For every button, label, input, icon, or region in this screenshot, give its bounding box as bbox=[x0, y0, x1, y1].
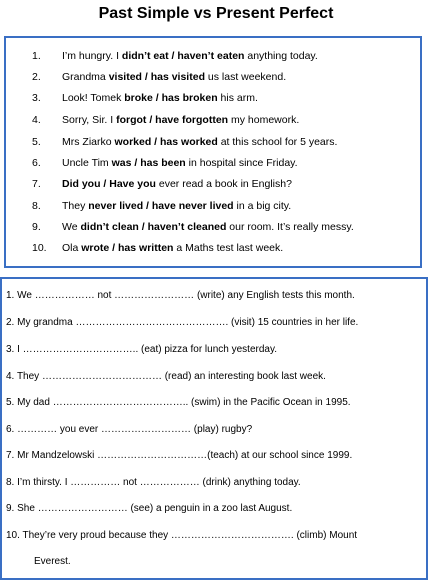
sentence-number: 10. bbox=[32, 242, 47, 254]
sentence-number: 8. bbox=[32, 200, 41, 212]
sentence-suffix: his arm. bbox=[217, 92, 258, 104]
exercise-2-sentence: 4. They ……………………………… (read) an interesting book last week. bbox=[6, 371, 326, 382]
sentence-suffix: our room. It’s really messy. bbox=[226, 221, 354, 233]
sentence-number: 3. bbox=[32, 92, 41, 104]
sentence-text bbox=[62, 49, 318, 63]
exercise-2-sentence: Everest. bbox=[34, 556, 71, 567]
exercise-2-sentence: 8. I’m thirsty. I …………… not ……………… (drink) anything today. bbox=[6, 477, 301, 488]
sentence-text bbox=[62, 135, 337, 149]
exercise-1-sentence bbox=[32, 70, 412, 84]
exercise-2-sentence: 2. My grandma ………………………………………. (visit) 15 countries in her life. bbox=[6, 317, 359, 328]
sentence-number: 7. bbox=[32, 178, 41, 190]
sentence-text bbox=[62, 91, 258, 105]
sentence-prefix: Mrs Ziarko bbox=[62, 136, 115, 148]
sentence-prefix: We bbox=[62, 221, 81, 233]
sentence-prefix: I’m hungry. I bbox=[62, 50, 122, 62]
sentence-number: 5. bbox=[32, 136, 41, 148]
exercise-2-sentence: 1. We ……………… not …………………… (write) any English tests this month. bbox=[6, 290, 355, 301]
sentence-number: 2. bbox=[32, 71, 41, 83]
exercise-1-sentence bbox=[32, 177, 412, 191]
sentence-number: 4. bbox=[32, 114, 41, 126]
exercise-1-sentence bbox=[32, 199, 412, 213]
sentence-suffix: a Maths test last week. bbox=[173, 242, 284, 254]
sentence-prefix: Grandma bbox=[62, 71, 109, 83]
verb-choice: didn’t eat / haven’t eaten bbox=[121, 50, 245, 62]
exercise-2-sentence: 5. My dad ………………………………….. (swim) in the Pacific Ocean in 1995. bbox=[6, 397, 351, 408]
verb-choice: Did you / Have you bbox=[62, 178, 156, 190]
sentence-number: 1. bbox=[32, 50, 41, 62]
exercise-2-sentence: 9. She ……………………… (see) a penguin in a zoo last August. bbox=[6, 503, 293, 514]
verb-choice: visited / has visited bbox=[108, 71, 205, 83]
exercise-2-sentence: 3. I …………………………….. (eat) pizza for lunch yesterday. bbox=[6, 344, 277, 355]
exercise-1-sentence bbox=[32, 156, 412, 170]
sentence-text bbox=[62, 177, 292, 191]
sentence-prefix: Look! Tomek bbox=[62, 92, 125, 104]
verb-choice: forgot / have forgotten bbox=[116, 114, 229, 126]
sentence-number: 9. bbox=[32, 221, 41, 233]
sentence-text bbox=[62, 220, 354, 234]
exercise-1-sentence bbox=[32, 113, 412, 127]
verb-choice: never lived / have never lived bbox=[88, 200, 234, 212]
exercise-1-sentence bbox=[32, 241, 412, 255]
sentence-suffix: ever read a book in English? bbox=[155, 178, 292, 190]
sentence-suffix: at this school for 5 years. bbox=[217, 136, 338, 148]
exercise-1-sentence bbox=[32, 220, 412, 234]
verb-choice: worked / has worked bbox=[114, 136, 218, 148]
sentence-prefix: Uncle Tim bbox=[62, 157, 112, 169]
sentence-suffix: anything today. bbox=[244, 50, 318, 62]
exercise-1-sentence bbox=[32, 91, 412, 105]
sentence-number: 6. bbox=[32, 157, 41, 169]
sentence-text bbox=[62, 113, 299, 127]
sentence-prefix: Sorry, Sir. I bbox=[62, 114, 117, 126]
sentence-suffix: us last weekend. bbox=[204, 71, 287, 83]
verb-choice: broke / has broken bbox=[124, 92, 218, 104]
sentence-text bbox=[62, 241, 283, 255]
exercise-1-sentence bbox=[32, 135, 412, 149]
verb-choice: didn’t clean / haven’t cleaned bbox=[80, 221, 227, 233]
sentence-text bbox=[62, 199, 291, 213]
sentence-suffix: in a big city. bbox=[233, 200, 292, 212]
sentence-suffix: my homework. bbox=[228, 114, 300, 126]
sentence-suffix: in hospital since Friday. bbox=[185, 157, 298, 169]
verb-choice: was / has been bbox=[111, 157, 186, 169]
page-title: Past Simple vs Present Perfect bbox=[98, 5, 334, 22]
exercise-2-sentence: 7. Mr Mandzelowski ……………………………(teach) at our school since 1999. bbox=[6, 450, 353, 461]
exercise-2-sentence: 10. They’re very proud because they ………………………………. (climb) Mount bbox=[6, 530, 358, 541]
exercise-1-sentence bbox=[32, 49, 412, 63]
sentence-text bbox=[62, 70, 286, 84]
sentence-prefix: They bbox=[62, 200, 89, 212]
sentence-prefix: Ola bbox=[62, 242, 82, 254]
verb-choice: wrote / has written bbox=[81, 242, 174, 254]
exercise-2-sentence: 6. ………… you ever ……………………… (play) rugby? bbox=[6, 424, 253, 435]
sentence-text bbox=[62, 156, 298, 170]
